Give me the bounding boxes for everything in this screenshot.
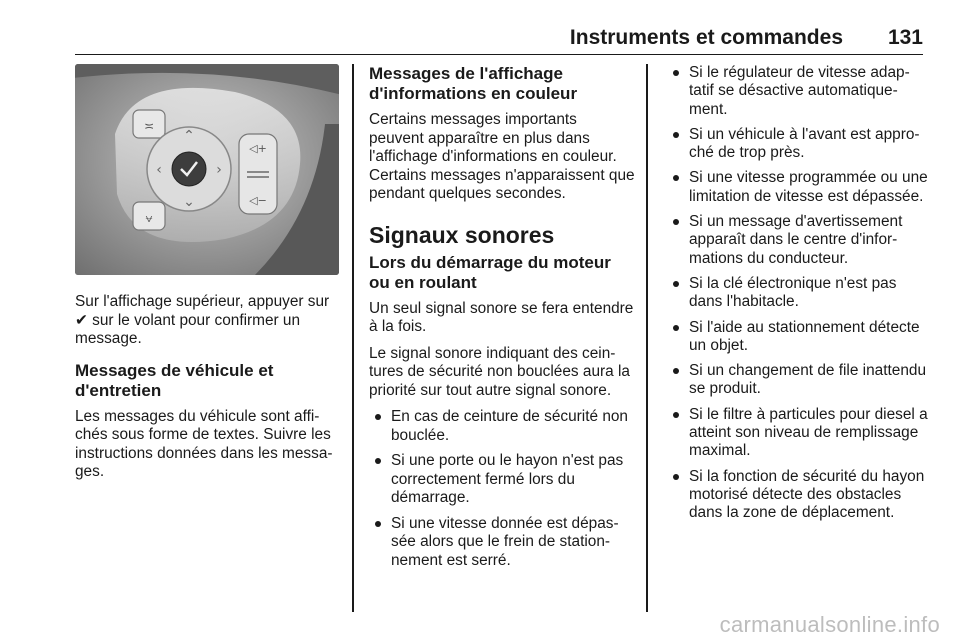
list-item: Si un changement de file inattendu se produit. xyxy=(667,362,929,399)
left-column xyxy=(75,64,339,490)
section-heading-color-display: Messages de l'affichage d'informations en couleur xyxy=(369,64,578,103)
figure-caption xyxy=(75,293,339,349)
list-item: Si une porte ou le hayon n'est pas correctement fermé lors du démarrage. xyxy=(369,452,635,508)
svg-text:⌃: ⌃ xyxy=(183,128,195,144)
section-heading-vehicle-messages: Messages de véhicule et d'entretien xyxy=(75,360,274,400)
section-heading-engine-start: Lors du démarrage du moteur ou en roulant xyxy=(369,252,611,292)
svg-text:◁+: ◁+ xyxy=(249,142,267,155)
list-item: Si une vitesse programmée ou une limitation de vitesse est dépassée. xyxy=(667,169,929,206)
column-divider-left xyxy=(352,64,354,612)
checkmark-icon: ✔ xyxy=(75,311,88,329)
svg-text:◁−: ◁− xyxy=(249,194,267,207)
list-item: Si le régulateur de vitesse adaptatif se désactive automatiquement. xyxy=(667,64,929,119)
page-header xyxy=(75,24,923,55)
vehicle-messages-text: Les messages du véhicule sont affichés sous forme de textes. Suivre les instructions données dans les messages. xyxy=(75,407,333,480)
right-column xyxy=(667,64,929,530)
list-item: Si l'aide au stationnement détecte un objet. xyxy=(667,319,929,356)
list-item: Si la fonction de sécurité du hayon motorisé détecte des obstacles dans la zone de déplacement. xyxy=(667,468,929,523)
middle-column xyxy=(369,64,635,577)
section-title-sound-signals: Signaux sonores xyxy=(369,221,555,248)
svg-text:⌄: ⌄ xyxy=(183,194,195,210)
sound-signal-list-2 xyxy=(667,64,929,523)
svg-text:≍: ≍ xyxy=(143,119,155,133)
steering-wheel-controls-icon xyxy=(75,64,339,275)
list-item: Si un message d'avertissement apparaît dans le centre d'informations du conducteur. xyxy=(667,213,929,268)
list-item: En cas de ceinture de sécurité non bouclée. xyxy=(369,408,635,445)
svg-text:›: › xyxy=(216,162,222,178)
column-divider-right xyxy=(646,64,648,612)
sound-signal-text-1: Un seul signal sonore se fera entendre à la fois. xyxy=(369,299,634,335)
caption-text-2: sur le volant pour confirmer un message. xyxy=(75,311,301,347)
list-item: Si une vitesse donnée est dépassée alors que le frein de stationnement est serré. xyxy=(369,515,635,571)
caption-text-1: Sur l'affichage supérieur, appuyer sur xyxy=(75,293,330,310)
sound-signal-text-2: Le signal sonore indiquant des ceintures de sécurité non bouclées aura la priorité sur tout autre signal sonore. xyxy=(369,344,630,399)
page-title: Instruments et commandes xyxy=(569,26,843,49)
svg-text:‹: ‹ xyxy=(156,162,162,178)
page-number: 131 xyxy=(887,26,923,49)
list-item: Si la clé électronique n'est pas dans l'habitacle. xyxy=(667,275,929,312)
list-item: Si un véhicule à l'avant est approché de trop près. xyxy=(667,126,929,163)
watermark: carmanualsonline.info xyxy=(719,612,940,637)
svg-text:⩝: ⩝ xyxy=(145,211,153,225)
sound-signal-list-1 xyxy=(369,408,635,570)
list-item: Si le filtre à particules pour diesel a atteint son niveau de remplissage maximal. xyxy=(667,406,929,461)
color-display-text: Certains messages importants peuvent apparaître en plus dans l'affichage d'informations en couleur. Certains messages n'apparaissent que pendant quelques secondes. xyxy=(369,111,635,202)
